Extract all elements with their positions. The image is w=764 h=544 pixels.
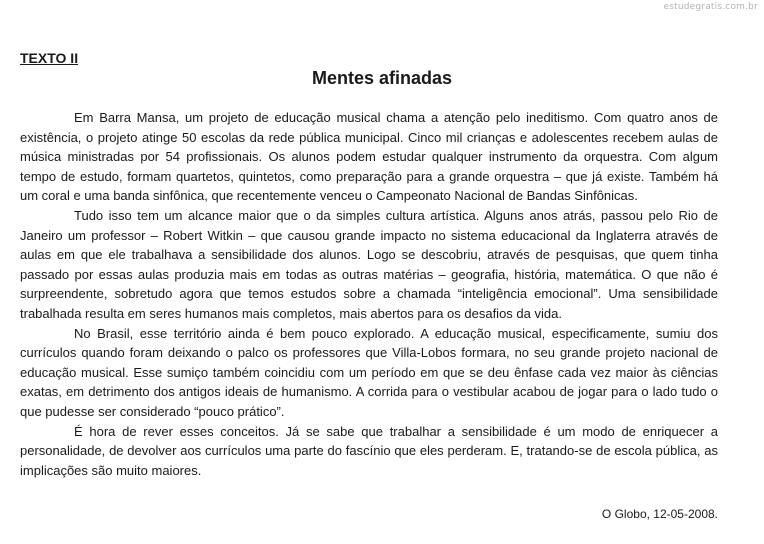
- article-title: Mentes afinadas: [311, 68, 453, 88]
- watermark: estudegratis.com.br: [663, 2, 758, 12]
- paragraph-1: Em Barra Mansa, um projeto de educação musical chama a atenção pelo ineditismo. Com quatro anos de existência, o projeto atinge 50 escolas da rede pública municipal. Cinco mil crianças e adolescentes recebem aulas de música ministradas por 54 profissionais. Os alunos podem estudar qualquer instrumento da orquestra. Com algum tempo de estudo, formam quartetos, quintetos, como preparação para a grande orquestra – que já existe. Também há um coral e uma banda sinfônica, que recentemente venceu o Campeonato Nacional de Bandas Sinfônicas.: [20, 110, 718, 204]
- article-body: [20, 108, 718, 480]
- source-citation: O Globo, 12-05-2008.: [601, 507, 718, 521]
- paragraph-3: No Brasil, esse território ainda é bem pouco explorado. A educação musical, especificamente, sumiu dos currículos quando foram deixando o palco os professores que Villa-Lobos formara, no seu grande projeto nacional de educação musical. Esse sumiço também coincidiu com um período em que se deu ênfase cada vez maior às ciências exatas, em detrimento dos antigos ideais de humanismo. A corrida para o vestibular acabou de jogar para o lado tudo o que pudesse ser considerado “pouco prático”.: [20, 325, 718, 419]
- paragraph-4: É hora de rever esses conceitos. Já se sabe que trabalhar a sensibilidade é um modo de enriquecer a personalidade, de devolver aos currículos uma parte do fascínio que eles perderam. E, tratando-se de escola pública, as implicações são muito maiores.: [20, 423, 718, 478]
- paragraph-2: Tudo isso tem um alcance maior que o da simples cultura artística. Alguns anos atrás, passou pelo Rio de Janeiro um professor – Robert Witkin – que causou grande impacto no sistema educacional da Inglaterra através de aulas em que ele trabalhava a sensibilidade dos alunos. Logo se descobriu, através de pesquisas, que quem tinha passado por essas aulas produzia mais em todas as outras matérias – geografia, história, matemática. O que não é surpreendente, sobretudo agora que temos estudos sobre a chamada “inteligência emocional”. Uma sensibilidade trabalhada resulta em seres humanos mais completos, mais abertos para os desafios da vida.: [20, 207, 718, 321]
- section-label: TEXTO II: [20, 50, 79, 66]
